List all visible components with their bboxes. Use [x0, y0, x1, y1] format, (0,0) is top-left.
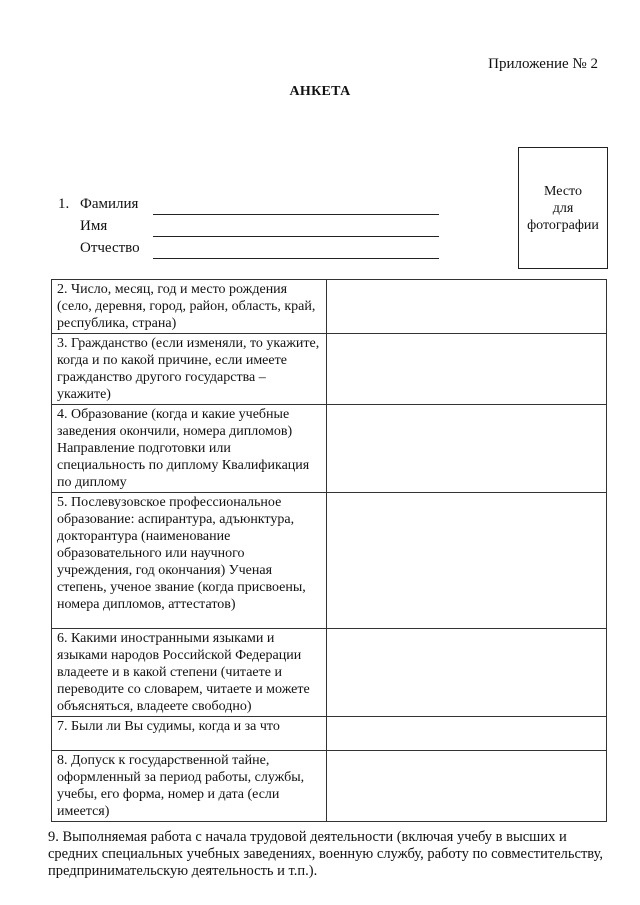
photo-placeholder	[518, 147, 608, 269]
first-name-label: Имя	[80, 218, 108, 234]
table-row	[52, 493, 607, 629]
patronymic-label: Отчество	[80, 240, 140, 256]
photo-label-line-3: фотографии	[527, 218, 599, 233]
first-name-row	[58, 218, 458, 240]
surname-row	[58, 196, 458, 218]
appendix-label: Приложение № 2	[488, 56, 598, 72]
surname-field[interactable]	[153, 214, 439, 215]
table-row	[52, 751, 607, 822]
patronymic-row	[58, 240, 458, 262]
questionnaire-table	[51, 279, 607, 822]
answer-cell[interactable]	[327, 629, 607, 717]
question-cell: 7. Были ли Вы судимы, когда и за что	[52, 717, 327, 751]
surname-label: Фамилия	[80, 196, 139, 212]
name-fields	[58, 196, 458, 262]
question-cell: 5. Послевузовское профессиональное образование: аспирантура, адъюнктура, докторантура (наименование образовательного или научного учреждения, год окончания) Ученая степень, ученое звание (когда присвоены, номера дипломов, аттестатов)	[52, 493, 327, 629]
answer-cell[interactable]	[327, 405, 607, 493]
document-title: АНКЕТА	[289, 84, 351, 99]
table-row	[52, 717, 607, 751]
question-cell: 2. Число, месяц, год и место рождения (село, деревня, город, район, область, край, республика, страна)	[52, 280, 327, 334]
answer-cell[interactable]	[327, 280, 607, 334]
section-number: 1.	[58, 196, 70, 212]
patronymic-field[interactable]	[153, 258, 439, 259]
answer-cell[interactable]	[327, 751, 607, 822]
answer-cell[interactable]	[327, 334, 607, 405]
table-row	[52, 629, 607, 717]
question-cell: 3. Гражданство (если изменяли, то укажите, когда и по какой причине, если имеете гражданство другого государства – укажите)	[52, 334, 327, 405]
photo-label-line-2: для	[552, 201, 574, 216]
work-history-question: 9. Выполняемая работа с начала трудовой деятельности (включая учебу в высших и средних специальных учебных заведениях, военную службу, работу по совместительству, предпринимательскую деятельность и т.п.).	[48, 829, 604, 879]
question-cell: 8. Допуск к государственной тайне, оформленный за период работы, службы, учебы, его форма, номер и дата (если имеется)	[52, 751, 327, 822]
question-cell: 4. Образование (когда и какие учебные заведения окончили, номера дипломов) Направление подготовки или специальность по диплому Квалификация по диплому	[52, 405, 327, 493]
table-row	[52, 405, 607, 493]
photo-label-line-1: Место	[544, 184, 582, 199]
answer-cell[interactable]	[327, 717, 607, 751]
first-name-field[interactable]	[153, 236, 439, 237]
question-cell: 6. Какими иностранными языками и языками народов Российской Федерации владеете и в какой степени (читаете и переводите со словарем, читаете и можете объясняться, владеете свободно)	[52, 629, 327, 717]
table-row	[52, 334, 607, 405]
table-row	[52, 280, 607, 334]
answer-cell[interactable]	[327, 493, 607, 629]
